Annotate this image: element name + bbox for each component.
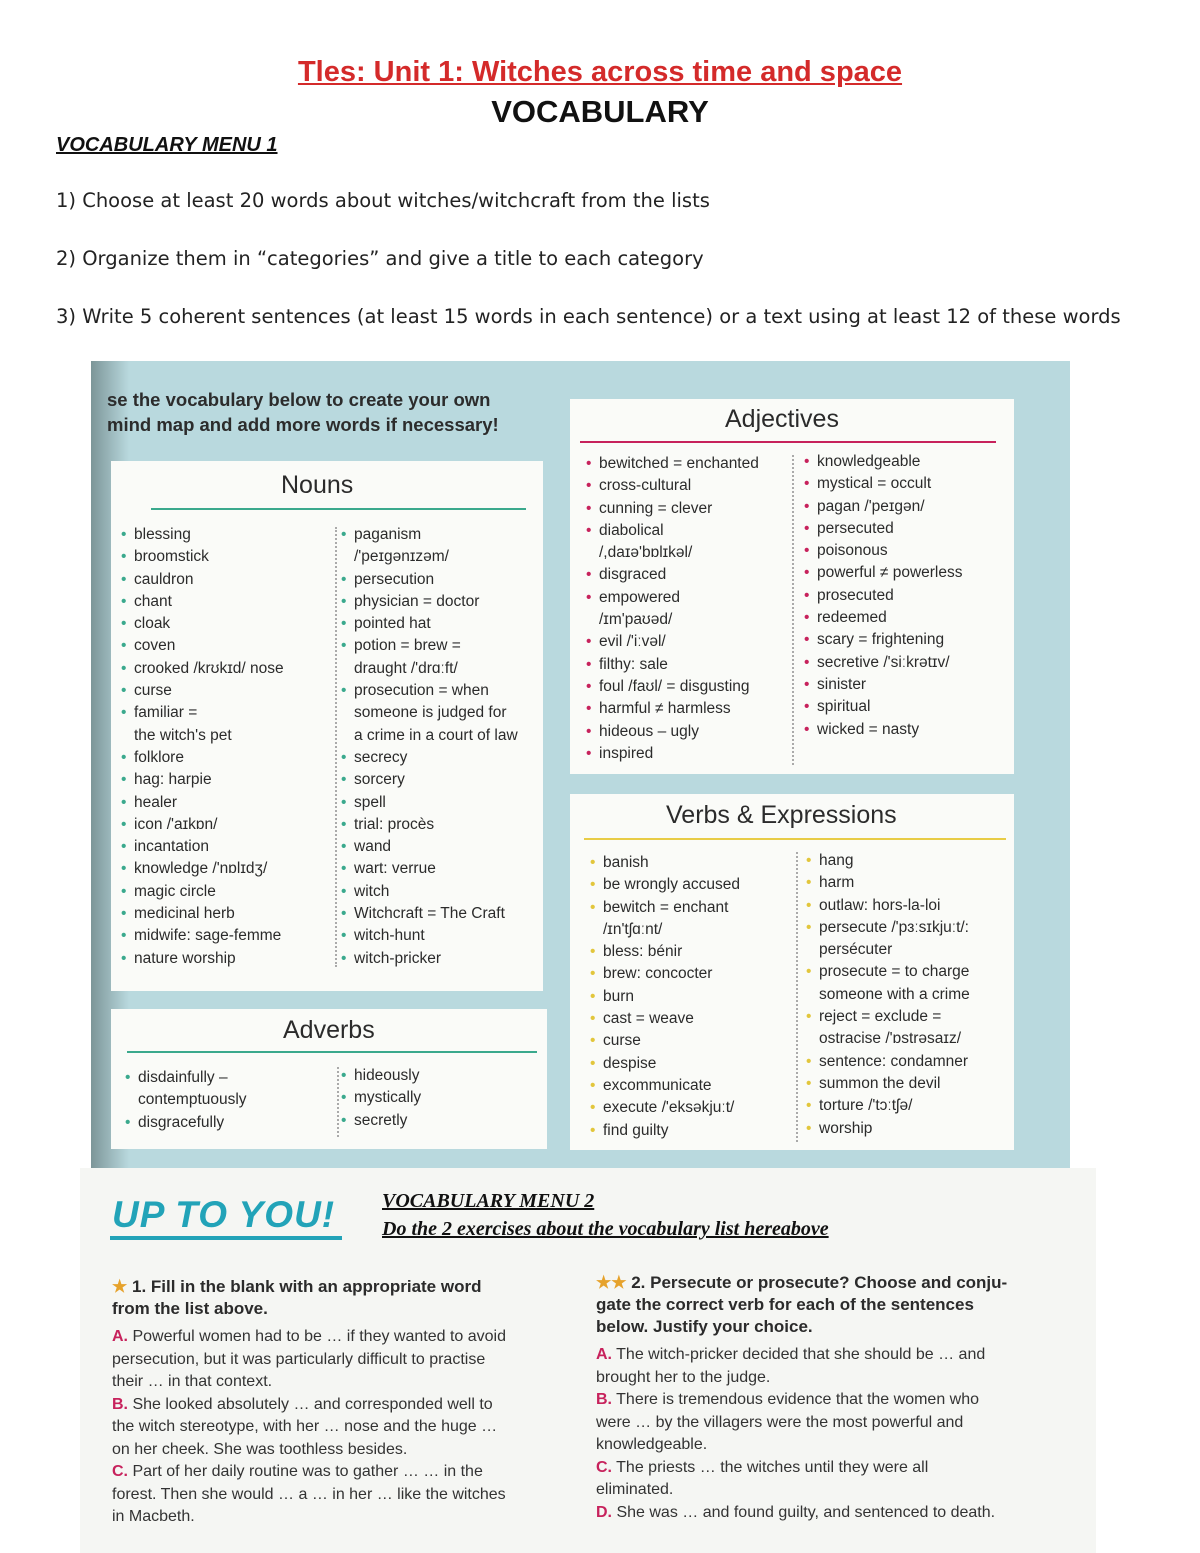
- stars-icon: ★★: [596, 1273, 627, 1292]
- verbs-list-col1: [590, 852, 740, 1142]
- vocab-item: ostracise /'ɒstrəsaɪz/: [819, 1030, 961, 1048]
- verbs-panel: [570, 794, 1014, 1150]
- item-text: their … in that context.: [112, 1373, 273, 1390]
- vocab-item: • potion = brew =: [341, 635, 518, 657]
- up-to-you-underline: [110, 1236, 342, 1240]
- vocab-item: • incantation: [121, 836, 284, 858]
- document-subtitle: VOCABULARY: [491, 94, 709, 129]
- nouns-separator: [335, 527, 337, 967]
- nouns-heading: Nouns: [281, 471, 354, 499]
- vocab-item: • medicinal herb: [121, 903, 284, 925]
- adverbs-rule: [127, 1051, 537, 1053]
- vocab-item: • sinister: [804, 674, 963, 696]
- vocab-item: • secretive /'siːkrətɪv/: [804, 652, 963, 674]
- exercise-item: [596, 1389, 1076, 1457]
- vocab-item: • cloak: [121, 613, 284, 635]
- vocab-item: • secretly: [341, 1110, 421, 1132]
- vocab-item: • scary = frightening: [804, 629, 963, 651]
- exercise-item: [112, 1326, 582, 1394]
- vocab-item: • witch-pricker: [341, 948, 518, 970]
- exercise-item: [596, 1502, 1076, 1525]
- item-text: brought her to the judge.: [596, 1368, 771, 1386]
- instruction-2: 2) Organize them in “categories” and give a title to each category: [56, 247, 704, 270]
- item-text: in Macbeth.: [112, 1508, 195, 1525]
- vocab-item: • Witchcraft = The Craft: [341, 903, 518, 925]
- vocab-item: • prosecute = to charge: [806, 961, 970, 983]
- vocab-item: • crooked /krʊkɪd/ nose: [121, 658, 284, 680]
- item-text: eliminated.: [596, 1481, 674, 1498]
- verbs-heading: Verbs & Expressions: [666, 801, 897, 829]
- vocab-item: • redeemed: [804, 607, 963, 629]
- vocab-item: • harmful ≠ harmless: [586, 698, 759, 720]
- exercise-item: [596, 1344, 1076, 1389]
- vocab-item: • blessing: [121, 524, 284, 546]
- vocab-item: • pointed hat: [341, 613, 518, 635]
- verbs-separator: [796, 852, 798, 1142]
- vocab-item: • evil /'iːvəl/: [586, 631, 759, 653]
- vocab-item: someone with a crime: [819, 985, 970, 1003]
- vocab-item: • burn: [590, 986, 740, 1008]
- vocab-item: • be wrongly accused: [590, 874, 740, 896]
- vocab-item: • wart: verrue: [341, 858, 518, 880]
- adverbs-heading: Adverbs: [283, 1016, 375, 1044]
- item-letter: B.: [596, 1391, 612, 1408]
- vocab-item: • trial: procès: [341, 814, 518, 836]
- adjectives-list-col1: [586, 453, 759, 765]
- vocab-item: • spiritual: [804, 696, 963, 718]
- vocab-item: • coven: [121, 635, 284, 657]
- nouns-list-col1: [121, 524, 284, 970]
- vocab-item: • persecute /'pɜːsɪkjuːt/:: [806, 917, 970, 939]
- vocab-item: • filthy: sale: [586, 654, 759, 676]
- vocab-item: • icon /'aɪkɒn/: [121, 814, 284, 836]
- item-text: persecution, but it was particularly difficult to practise: [112, 1350, 486, 1368]
- vocab-item: • prosecuted: [804, 585, 963, 607]
- exercise-item: [112, 1461, 582, 1529]
- instruction-1: 1) Choose at least 20 words about witches/witchcraft from the lists: [56, 189, 710, 212]
- exercise-2-items: [596, 1344, 1076, 1524]
- vocab-item: • hideously: [341, 1065, 421, 1087]
- vocab-item: • banish: [590, 852, 740, 874]
- vocab-item: • cunning = clever: [586, 498, 759, 520]
- vocab-item: • healer: [121, 792, 284, 814]
- vocab-item: • worship: [806, 1118, 970, 1140]
- vocab-item: • curse: [590, 1030, 740, 1052]
- vocab-item: • summon the devil: [806, 1073, 970, 1095]
- item-text: Powerful women had to be … if they wanted to avoid: [132, 1328, 506, 1345]
- vocab-item: • broomstick: [121, 546, 284, 568]
- menu1-heading: VOCABULARY MENU 1: [56, 134, 278, 156]
- vocab-item: • persecution: [341, 569, 518, 591]
- vocab-item: /ɪn'tʃɑːnt/: [603, 920, 663, 938]
- vocab-item: • hag: harpie: [121, 769, 284, 791]
- vocab-item: • persecuted: [804, 518, 963, 540]
- vocab-item: the witch's pet: [134, 726, 232, 744]
- nouns-rule: [151, 508, 526, 510]
- vocab-item: someone is judged for: [354, 704, 507, 722]
- exercise-item: [112, 1394, 582, 1462]
- vocab-item: • wicked = nasty: [804, 719, 963, 741]
- vocab-item: • witch: [341, 881, 518, 903]
- vocab-item: • chant: [121, 591, 284, 613]
- vocab-item: • harm: [806, 872, 970, 894]
- vocab-item: /'peɪgənɪzəm/: [354, 548, 449, 566]
- vocab-item: a crime in a court of law: [354, 726, 518, 744]
- item-text: forest. Then she would … a … in her … like the witches: [112, 1485, 506, 1503]
- vocab-item: • despise: [590, 1053, 740, 1075]
- item-text: the witch stereotype, with her … nose and the huge …: [112, 1418, 498, 1435]
- adverbs-list-col1: [125, 1067, 247, 1134]
- vocab-item: • inspired: [586, 743, 759, 765]
- star-icon: ★: [112, 1277, 128, 1296]
- vocab-item: • disgraced: [586, 564, 759, 586]
- vocab-item: persécuter: [819, 941, 893, 959]
- vocab-item: contemptuously: [138, 1091, 247, 1109]
- vocab-item: • disgracefully: [125, 1112, 247, 1134]
- item-letter: C.: [596, 1458, 612, 1476]
- item-text: Part of her daily routine was to gather … … in the: [132, 1463, 483, 1480]
- vocab-item: • bewitched = enchanted: [586, 453, 759, 475]
- vocab-item: • nature worship: [121, 948, 284, 970]
- adjectives-heading: Adjectives: [725, 405, 839, 433]
- vocab-item: • midwife: sage-femme: [121, 925, 284, 947]
- vocab-item: • cast = weave: [590, 1008, 740, 1030]
- exercise-1: [112, 1276, 582, 1529]
- vocab-item: • secrecy: [341, 747, 518, 769]
- exercise-item: [596, 1457, 1076, 1502]
- vocab-item: • physician = doctor: [341, 591, 518, 613]
- vocab-item: • execute /'eksəkjuːt/: [590, 1097, 740, 1119]
- vocab-item: • bewitch = enchant: [590, 897, 740, 919]
- item-text: knowledgeable.: [596, 1436, 708, 1453]
- exercise-2-heading: ★★ 2. Persecute or prosecute? Choose and conju- gate the correct verb for each of the sentences below. Justify your choice.: [596, 1273, 1008, 1336]
- adverbs-separator: [337, 1067, 339, 1137]
- up-to-you-logo: UP TO YOU!: [112, 1194, 336, 1235]
- vocab-item: • poisonous: [804, 540, 963, 562]
- vocab-item: • knowledge /'nɒlɪdʒ/: [121, 858, 284, 880]
- vocab-item: • witch-hunt: [341, 925, 518, 947]
- vocab-item: • wand: [341, 836, 518, 858]
- vocab-item: • hang: [806, 850, 970, 872]
- verbs-list-col2: [806, 850, 970, 1140]
- vocab-item: • prosecution = when: [341, 680, 518, 702]
- vocab-item: • magic circle: [121, 881, 284, 903]
- vocab-item: • familiar =: [121, 702, 284, 724]
- vocab-item: • hideous – ugly: [586, 721, 759, 743]
- vocab-item: • spell: [341, 792, 518, 814]
- vocab-item: • torture /'tɔːtʃə/: [806, 1095, 970, 1117]
- document-title: Tles: Unit 1: Witches across time and space: [297, 56, 903, 88]
- item-letter: B.: [112, 1395, 128, 1413]
- adverbs-panel: [111, 1009, 547, 1149]
- vocab-item: • sorcery: [341, 769, 518, 791]
- adjectives-list-col2: [804, 451, 963, 741]
- exercise-section: [80, 1168, 1096, 1553]
- item-letter: D.: [596, 1503, 612, 1521]
- vocab-item: • knowledgeable: [804, 451, 963, 473]
- item-text: The witch-pricker decided that she should be … and: [616, 1346, 986, 1363]
- nouns-panel: [111, 461, 543, 991]
- item-text: were … by the villagers were the most powerful and: [596, 1413, 964, 1431]
- vocab-item: • cauldron: [121, 569, 284, 591]
- menu2-instruction: Do the 2 exercises about the vocabulary list hereabove: [382, 1218, 829, 1240]
- vocab-item: • mystically: [341, 1087, 421, 1109]
- item-letter: A.: [112, 1328, 128, 1345]
- exercise-1-heading: ★ 1. Fill in the blank with an appropriate word from the list above.: [112, 1277, 482, 1318]
- vocab-item: • diabolical: [586, 520, 759, 542]
- item-text: She looked absolutely … and corresponded well to: [132, 1395, 493, 1413]
- adjectives-panel: [570, 399, 1014, 774]
- vocab-item: • cross-cultural: [586, 475, 759, 497]
- item-text: The priests … the witches until they were all: [616, 1458, 929, 1476]
- adjectives-separator: [792, 455, 794, 765]
- vocab-item: • foul /faʊl/ = disgusting: [586, 676, 759, 698]
- vocab-item: /ɪm'paʊəd/: [599, 611, 673, 629]
- vocab-item: • brew: concocter: [590, 963, 740, 985]
- vocab-item: • outlaw: hors-la-loi: [806, 895, 970, 917]
- vocab-item: • disdainfully –: [125, 1067, 247, 1089]
- scan-intro: se the vocabulary below to create your own mind map and add more words if necessary!: [107, 389, 499, 435]
- vocab-item: • empowered: [586, 587, 759, 609]
- vocab-item: • folklore: [121, 747, 284, 769]
- nouns-list-col2: [341, 524, 518, 970]
- vocab-item: • excommunicate: [590, 1075, 740, 1097]
- vocab-item: • powerful ≠ powerless: [804, 562, 963, 584]
- vocab-item: • find guilty: [590, 1120, 740, 1142]
- vocab-item: • bless: bénir: [590, 941, 740, 963]
- vocab-item: • reject = exclude =: [806, 1006, 970, 1028]
- item-letter: A.: [596, 1346, 612, 1363]
- instruction-3: 3) Write 5 coherent sentences (at least 15 words in each sentence) or a text using at least 12 of these words: [56, 305, 1121, 328]
- vocab-item: • sentence: condamner: [806, 1051, 970, 1073]
- item-letter: C.: [112, 1463, 128, 1480]
- item-text: on her cheek. She was toothless besides.: [112, 1440, 408, 1458]
- verbs-rule: [584, 838, 1006, 840]
- vocab-item: • pagan /'peɪgən/: [804, 496, 963, 518]
- vocab-item: • paganism: [341, 524, 518, 546]
- vocab-item: • mystical = occult: [804, 473, 963, 495]
- vocab-item: /,daɪə'bɒlɪkəl/: [599, 544, 693, 562]
- vocab-item: draught /'drɑːft/: [354, 659, 458, 677]
- vocabulary-scan: [91, 361, 1070, 1171]
- adverbs-list-col2: [341, 1065, 421, 1132]
- item-text: There is tremendous evidence that the women who: [616, 1391, 980, 1408]
- item-text: She was … and found guilty, and sentenced to death.: [616, 1503, 996, 1521]
- vocab-item: • curse: [121, 680, 284, 702]
- adjectives-rule: [580, 441, 996, 443]
- menu2-heading: VOCABULARY MENU 2: [382, 1190, 595, 1212]
- exercise-2: [596, 1272, 1076, 1524]
- exercise-1-items: [112, 1326, 582, 1529]
